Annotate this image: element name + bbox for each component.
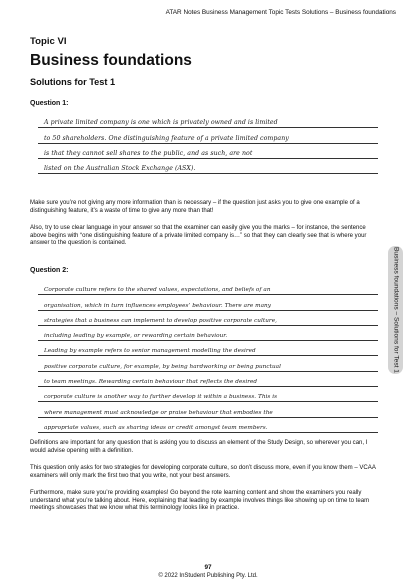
handwritten-text: strategies that a business can implement to develop positive corporate culture, xyxy=(44,317,277,324)
handwritten-text: positive corporate culture, for example, by being hardworking or being punctual xyxy=(44,363,281,370)
handwritten-text: listed on the Australian Stock Exchange (ASX). xyxy=(44,165,196,173)
page-title: Business foundations xyxy=(30,52,192,69)
question-1-answer xyxy=(38,113,378,174)
answer-line xyxy=(38,372,378,387)
explanation-paragraph: Make sure you’re not giving any more information than is necessary – if the question just asks you to give one example of a distinguishing feature, it’s a waste of time to give any more than that! xyxy=(30,200,360,214)
question-2-label: Question 2: xyxy=(30,267,69,274)
handwritten-text: corporate culture is another way to further develop it within a business. This is xyxy=(44,394,278,401)
explanation-paragraph: This question only asks for two strategies for developing corporate culture, so don’t discuss more, even if you know them – VCAA examiners will only mark the first two that you write, not your best answers. xyxy=(30,465,376,479)
handwritten-text: appropriate values, such as sharing ideas or credit amongst team members. xyxy=(44,424,268,431)
answer-line xyxy=(38,402,378,417)
section-subtitle: Solutions for Test 1 xyxy=(30,77,116,87)
answer-line xyxy=(38,159,378,174)
section-side-tab xyxy=(388,246,403,374)
answer-line xyxy=(38,418,378,433)
explanation-paragraph: Furthermore, make sure you’re providing examples! Go beyond the rote learning content and show the examiners you really understand what you’re talking about. Here, explaining that leading by example involves things like showing up on time to team meetings showcases that we know what this terminology looks like in practice. xyxy=(30,490,370,512)
question-2-answer xyxy=(38,280,378,433)
handwritten-text: organisation, which in turn influences employees’ behaviour. There are many xyxy=(44,302,272,309)
handwritten-text: including leading by example, or rewarding certain behaviour. xyxy=(44,333,228,340)
running-header: ATAR Notes Business Management Topic Tests Solutions – Business foundations xyxy=(165,9,396,16)
copyright: © 2022 InStudent Publishing Pty. Ltd. xyxy=(158,573,258,579)
question-1-label: Question 1: xyxy=(30,100,69,107)
handwritten-text: Leading by example refers to senior management modelling the desired xyxy=(44,348,256,355)
answer-line xyxy=(38,113,378,128)
handwritten-text: A private limited company is one which is privately owned and is limited xyxy=(44,119,278,127)
answer-line xyxy=(38,280,378,295)
page-number: 97 xyxy=(204,564,212,571)
explanation-paragraph: Definitions are important for any question that is asking you to discuss an element of the Study Design, so wherever you can, I would advise opening with a definition. xyxy=(30,440,368,454)
topic-label: Topic VI xyxy=(30,36,67,47)
answer-line xyxy=(38,356,378,371)
handwritten-text: is that they cannot sell shares to the public, and as such, are not xyxy=(44,149,253,157)
answer-line xyxy=(38,326,378,341)
explanation-paragraph: Also, try to use clear language in your answer so that the examiner can easily give you the marks – for instance, the sentence above begins with “one distinguishing feature of a private limited company is…” so that they can clearly see that is where your answer to the question is contained. xyxy=(30,225,367,247)
handwritten-text: where management must acknowledge or praise behaviour that embodies the xyxy=(44,409,273,416)
answer-line xyxy=(38,295,378,310)
answer-line xyxy=(38,144,378,159)
answer-line xyxy=(38,311,378,326)
answer-line xyxy=(38,387,378,402)
handwritten-text: to 50 shareholders. One distinguishing feature of a private limited company xyxy=(44,134,289,142)
handwritten-text: Corporate culture refers to the shared values, expectations, and beliefs of an xyxy=(44,287,271,294)
answer-line xyxy=(38,128,378,143)
side-tab-label: Business foundations – Solutions for Test 1 xyxy=(392,247,399,373)
handwritten-text: to team meetings. Rewarding certain behaviour that reflects the desired xyxy=(44,379,258,386)
answer-line xyxy=(38,341,378,356)
